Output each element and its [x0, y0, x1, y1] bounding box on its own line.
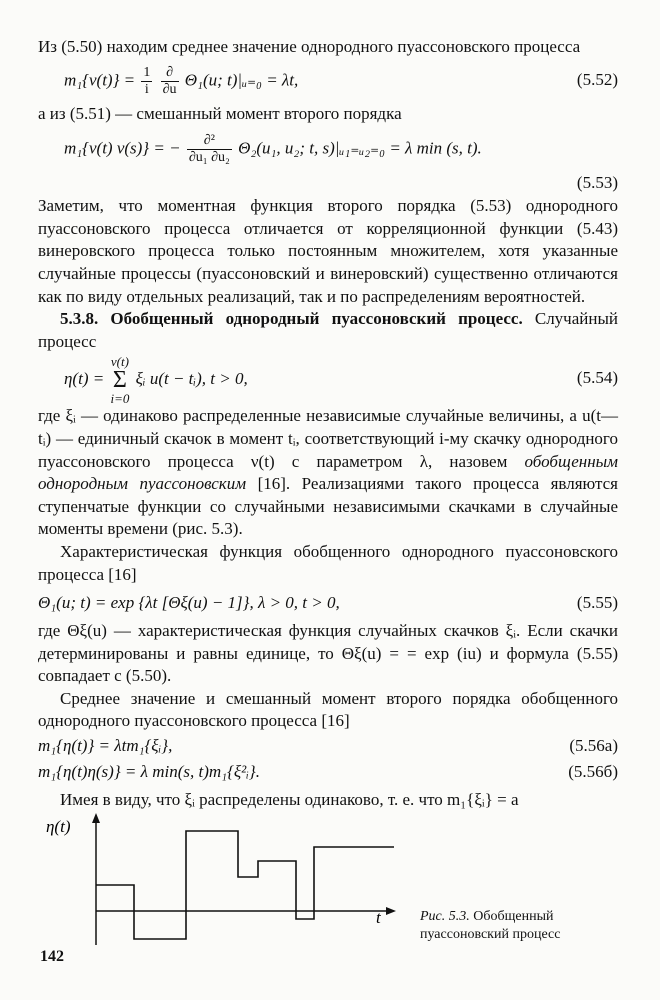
equation-5-56b [38, 759, 618, 785]
eq554-rest: ξᵢ u(t − tᵢ), t > 0, [135, 369, 248, 389]
paragraph-3: Заметим, что моментная функция второго порядка (5.53) однородного пуассоновского процесса отличается от корреляционной функции (5.43) винеровского процесса только постоянным множителем, хотя указанные случайные процессы (пуассоновский и винеровский) существенно отличаются как по виду отдельных реализаций, так и по распределениям вероятностей. [38, 196, 618, 306]
page-number: 142 [40, 948, 64, 965]
figure-caption-text: Обобщенный пуассоновский процесс [420, 909, 561, 942]
section-title: 5.3.8. Обобщенный однородный пуассоновский процесс. [60, 309, 523, 329]
eq556a-number: (5.56а) [569, 736, 618, 756]
page-body [38, 36, 618, 812]
eq556b-lhs: m₁{η(t)η(s)} = λ min(s, t)m₁{ξ²ᵢ}. [38, 762, 260, 782]
paragraph-4-part-b: [16]. Реализациями такого процесса являются ступенчатые функции со случайными независимыми скачками в случайные моменты времени (рис. 5.3). [38, 474, 618, 539]
section-intro: Случайный процесс [38, 309, 618, 351]
x-axis-label: t [376, 908, 381, 927]
eq552-lhs: m₁{ν(t)} = [64, 70, 140, 89]
paragraph-4-part-a: где ξᵢ — одинаково распределенные независимые случайные величины, а u(t—tᵢ) — единичный скачок в момент tᵢ, соответствующий i-му скачку однородного пуассоновского процесса ν(t) с параметром λ, назовем [38, 406, 618, 471]
eq554-lhs: η(t) = [64, 369, 109, 389]
eq553-number: (5.53) [576, 173, 618, 193]
figure-caption [420, 908, 620, 944]
paragraph-8: Имея в виду, что ξᵢ распределены одинаково, т. е. что m₁{ξᵢ} = a [60, 790, 519, 810]
eq552-number: (5.52) [576, 69, 618, 89]
equation-5-53 [38, 133, 618, 166]
y-axis-arrow [92, 813, 100, 823]
paragraph-4 [38, 405, 618, 541]
x-axis-arrow [386, 907, 396, 915]
equation-5-52 [38, 65, 618, 95]
eq555-lhs: Θ₁(u; t) = exp {λt [Θξ(u) − 1]}, λ > 0, t > 0, [38, 593, 340, 613]
paragraph-7: Среднее значение и смешанный момент второго порядка обобщенного однородного пуассоновского процесса [16] [38, 688, 618, 731]
paragraph-1: Из (5.50) находим среднее значение однородного пуассоновского процесса [38, 37, 581, 56]
equation-5-54 [38, 354, 618, 407]
eq556a-lhs: m₁{η(t)} = λtm₁{ξᵢ}, [38, 736, 173, 756]
eq553-rest: Θ₂(u₁, u₂; t, s)|ᵤ₁₌ᵤ₂₌₀ = λ min (s, t). [238, 138, 482, 158]
eq554-number: (5.54) [576, 368, 618, 388]
paragraph-2: а из (5.51) — смешанный момент второго порядка [38, 103, 402, 123]
step-function [96, 831, 394, 939]
eq556b-number: (5.56б) [568, 762, 618, 782]
eq552-fraction-1: $\frac{1}{i}$ [143, 64, 151, 97]
paragraph-6: где Θξ(u) — характеристическая функция случайных скачков ξᵢ. Если скачки детерминированы и равны единице, то Θξ(u) = = exp (iu) и формула (5.55) совпадает с (5.50). [38, 621, 618, 686]
paragraph-5: Характеристическая функция обобщенного однородного пуассоновского процесса [16] [38, 541, 618, 584]
eq555-number: (5.55) [576, 593, 618, 613]
eq553-lhs: m₁{ν(t) ν(s)} = − [64, 138, 181, 158]
y-axis-label: η(t) [46, 817, 71, 836]
equation-5-55 [38, 588, 618, 618]
eq554-summation: ν(t) Σ i=0 [110, 354, 130, 407]
equation-5-56a [38, 733, 618, 759]
eq552-rest: Θ₁(u; t)|ᵤ₌₀ = λt, [184, 70, 299, 89]
eq553-fraction: $\frac{\text{∂²}}{\text{∂u₁ ∂u₂}}$ [188, 133, 230, 166]
section-5-3-8 [38, 308, 618, 353]
figure-caption-label: Рис. 5.3. [420, 909, 470, 924]
paragraph-4-italic-term: обобщенным однородным пуассоновским [38, 451, 618, 494]
eq552-fraction-2: $\frac{\partial}{\partial u}$ [162, 64, 177, 97]
